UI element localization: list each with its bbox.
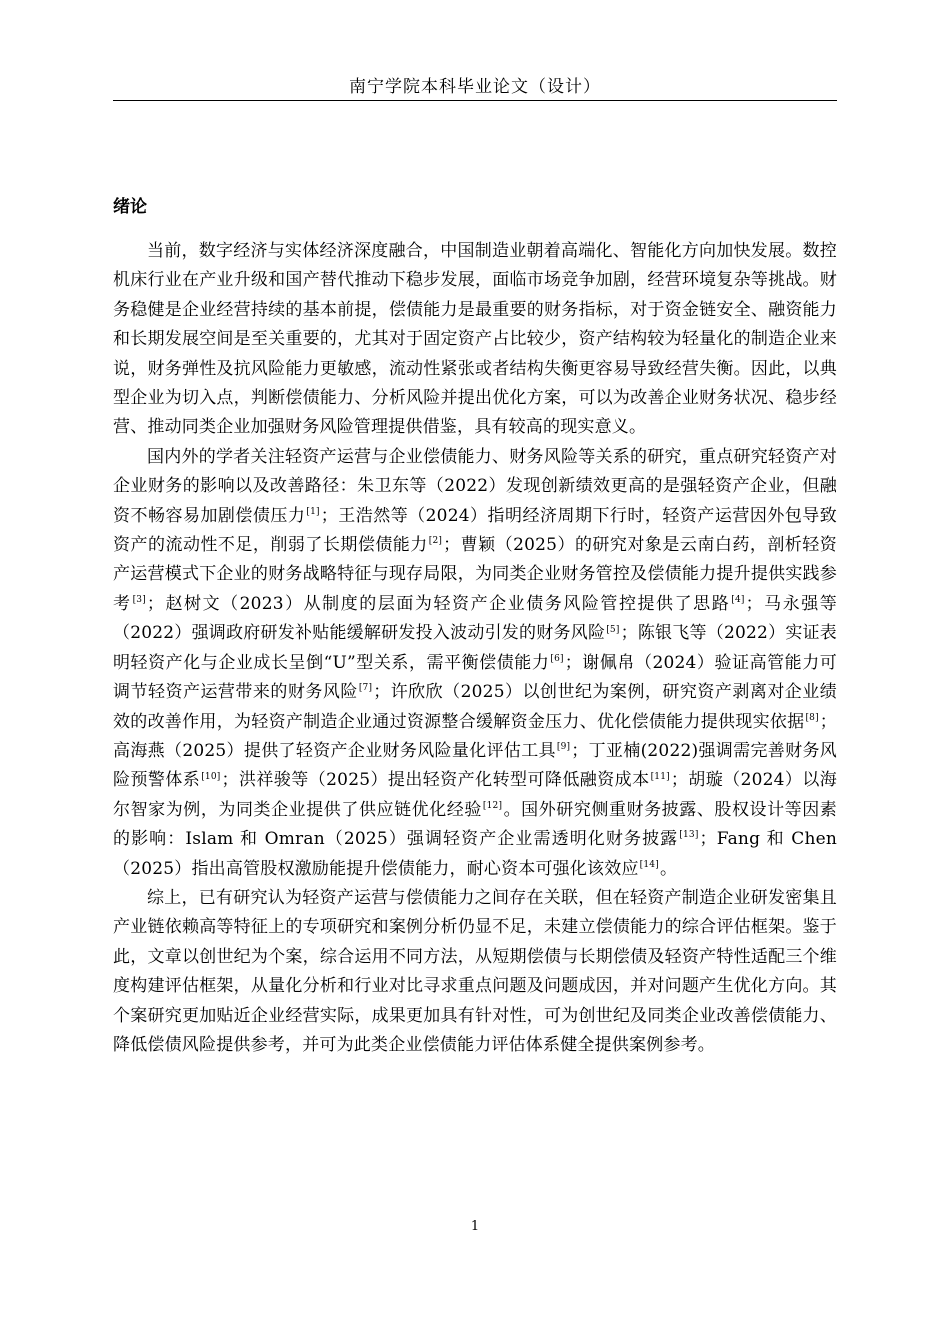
- citation-reference: [6]: [550, 654, 564, 665]
- paragraph-text: 综上，已有研究认为轻资产运营与偿债能力之间存在关联，但在轻资产制造企业研发密集且产业链依赖高等特征上的专项研究和案例分析仍显不足，未建立偿债能力的综合评估框架。鉴于此，文章以创世纪为个案，综合运用不同方法，从短期偿债与长期偿债及轻资产特性适配三个维度构建评估框架，从量化分析和行业对比寻求重点问题及问题成因，并对问题产生优化方向。其个案研究更加贴近企业经营实际，成果更加具有针对性，可为创世纪及同类企业改善偿债能力、降低偿债风险提供参考，并可为此类企业偿债能力评估体系健全提供案例参考。: [113, 887, 837, 1055]
- paragraph-text: ；曹颖（2025）的研究对象是云南白药，剖析轻资产运营模式下企业的财务战略特征与现存局限，为同类企业财务管控及偿债能力提升提供实践参考: [113, 535, 837, 614]
- citation-reference: [9]: [556, 742, 571, 753]
- citation-reference: [8]: [805, 712, 819, 723]
- citation-reference: [11]: [650, 771, 670, 782]
- paragraph-text: ；高海燕（2025）提供了轻资产企业财务风险量化评估工具: [113, 711, 837, 761]
- citation-reference: [4]: [731, 595, 745, 606]
- paragraph-text: ；赵树文（2023）从制度的层面为轻资产企业债务风险管控提供了思路: [146, 593, 731, 614]
- paragraph-text: ；胡璇（2024）以海尔智家为例，为同类企业提供了供应链优化经验: [113, 770, 838, 820]
- paragraph-text: ；谢佩帛（2024）验证高管能力可调节轻资产运营带来的财务风险: [113, 652, 837, 703]
- paragraph-text: ；王浩然等（2024）指明经济周期下行时，轻资产运营因外包导致资产的流动性不足，削弱了长期偿债能力: [113, 505, 837, 556]
- paragraph-text: 。: [659, 858, 678, 879]
- body-text: [113, 237, 837, 1060]
- paragraph-text: 国内外的学者关注轻资产运营与企业偿债能力、财务风险等关系的研究，重点研究轻资产对企业财务的影响以及改善路径：朱卫东等（2022）发现创新绩效更高的是强轻资产企业，但融资不畅容易加剧偿债压力: [113, 446, 837, 526]
- page-number: 1: [470, 1219, 480, 1234]
- paragraph-text: ；丁亚楠(2022)强调需完善财务风险预警体系: [113, 740, 837, 791]
- citation-reference: [3]: [132, 595, 146, 606]
- body-paragraph: [113, 884, 837, 1060]
- paragraph-text: ；马永强等（2022）强调政府研发补贴能缓解研发投入波动引发的财务风险: [113, 593, 838, 644]
- citation-reference: [13]: [679, 830, 699, 841]
- citation-reference: [7]: [358, 683, 373, 694]
- body-paragraph: [113, 237, 837, 443]
- citation-reference: [12]: [482, 801, 503, 812]
- paragraph-text: 。国外研究侧重财务披露、股权设计等因素的影响：Islam 和 Omran（2025）强调轻资产企业需透明化财务披露: [113, 799, 837, 850]
- citation-reference: [1]: [306, 507, 320, 517]
- page-header-title: 南宁学院本科毕业论文（设计）: [349, 77, 601, 97]
- citation-reference: [2]: [428, 536, 443, 547]
- citation-reference: [10]: [201, 771, 221, 782]
- citation-reference: [14]: [639, 859, 659, 870]
- paragraph-text: ；陈银飞等（2022）实证表明轻资产化与企业成长呈倒“U”型关系，需平衡偿债能力: [113, 623, 837, 673]
- body-paragraph: [113, 443, 837, 884]
- paragraph-text: ；洪祥骏等（2025）提出轻资产化转型可降低融资成本: [221, 770, 650, 791]
- section-heading: 绪论: [113, 197, 147, 217]
- paragraph-text: ；Fang 和 Chen（2025）指出高管股权激励能提升偿债能力，耐心资本可强化该效应: [113, 829, 838, 879]
- paragraph-text: 当前，数字经济与实体经济深度融合，中国制造业朝着高端化、智能化方向加快发展。数控机床行业在产业升级和国产替代推动下稳步发展，面临市场竞争加剧，经营环境复杂等挑战。财务稳健是企业经营持续的基本前提，偿债能力是最重要的财务指标，对于资金链安全、融资能力和长期发展空间是至关重要的，尤其对于固定资产占比较少，资产结构较为轻量化的制造企业来说，财务弹性及抗风险能力更敏感，流动性紧张或者结构失衡更容易导致经营失衡。因此，以典型企业为切入点，判断偿债能力、分析风险并提出优化方案，可以为改善企业财务状况、稳步经营、推动同类企业加强财务风险管理提供借鉴，具有较高的现实意义。: [113, 241, 837, 438]
- citation-reference: [5]: [606, 624, 620, 635]
- header-divider: [113, 100, 837, 101]
- paragraph-text: ；许欣欣（2025）以创世纪为案例，研究资产剥离对企业绩效的改善作用，为轻资产制造企业通过资源整合缓解资金压力、优化偿债能力提供现实依据: [113, 682, 837, 732]
